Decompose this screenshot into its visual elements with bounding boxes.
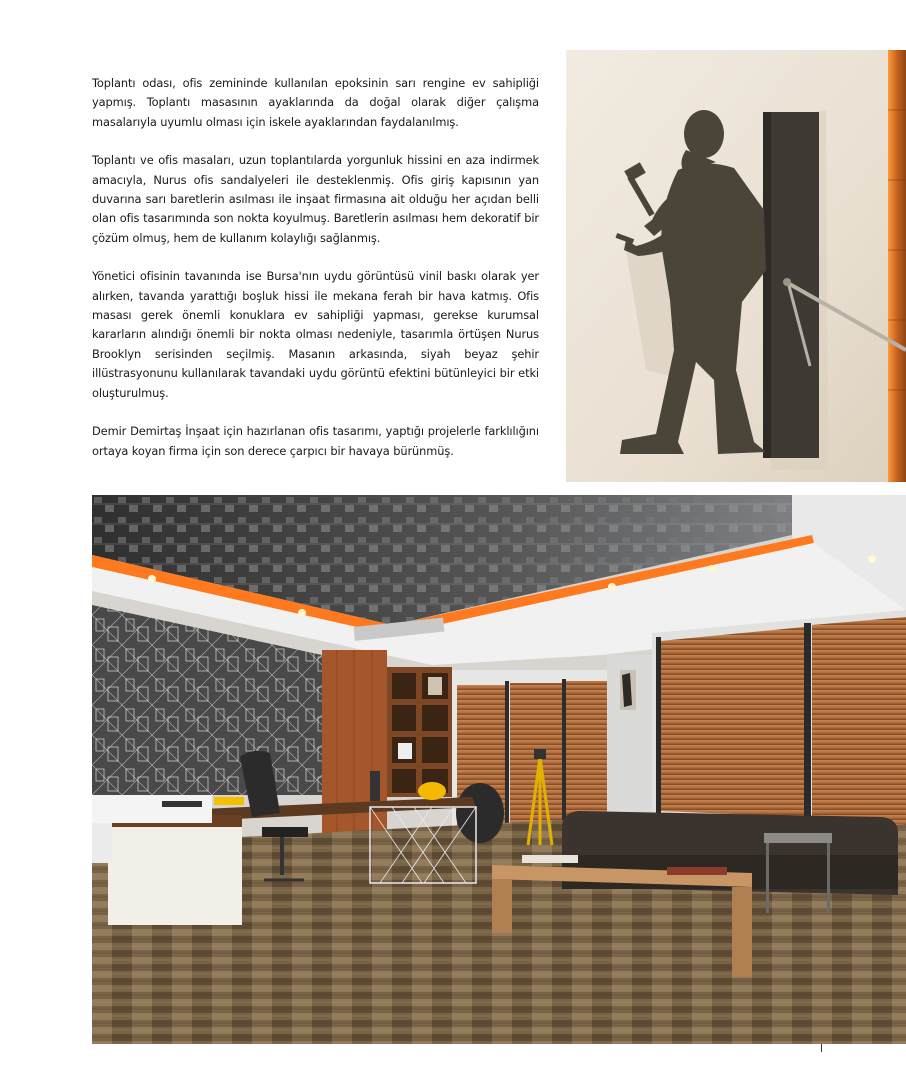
executive-office-image [92,495,906,1044]
worker-silhouette-image [566,50,906,482]
paragraph-3: Yönetici ofisinin tavanında ise Bursa'nın uydu görüntüsü vinil baskı olarak yer alırken, tavanda yarattığı boşluk hissi ile mekana ferah bir hava katmış. Ofis masası gerek önemli konuklara ev sahipliği yapması, gerekse kurumsal kararların alındığı önemli bir nokta olması nedeniyle, tasarımla örtüşen Nurus Brooklyn serisinden seçilmiş. Masanın arkasında, siyah beyaz şehir illüstrasyonunu kullanılarak tavandaki uydu görüntü efektini bütünleyici bir etki oluşturulmuş. [92,269,539,400]
paragraph-1: Toplantı odası, ofis zemininde kullanılan epoksinin sarı rengine ev sahipliği yapmış. Toplantı masasının ayaklarında da doğal olarak diğer çalışma masalarıyla uyumlu olması için iskele ayaklarından faydalanılmış. [92,76,539,129]
worker-silhouette-photo [566,50,906,482]
paragraph-4: Demir Demirtaş İnşaat için hazırlanan ofis tasarımı, yaptığı projelerle farklılığını ortaya koyan firma için son derece çarpıcı bir havaya bürünmüş. [92,424,539,458]
article-text [92,74,539,480]
page-folio-mark [821,1044,822,1052]
paragraph-2: Toplantı ve ofis masaları, uzun toplantılarda yorgunluk hissini en aza indirmek amacıyla, Nurus ofis sandalyeleri ile desteklenmiş. Ofis giriş kapısının yan duvarına sarı baretlerin asılması ile inşaat firmasına ait olduğu her açıdan belli olan ofis tasarımında son nokta koyulmuş. Baretlerin asılması hem dekoratif bir çözüm olmuş, hem de kullanım kolaylığı sağlanmış. [92,153,539,245]
executive-office-photo [92,495,906,1044]
